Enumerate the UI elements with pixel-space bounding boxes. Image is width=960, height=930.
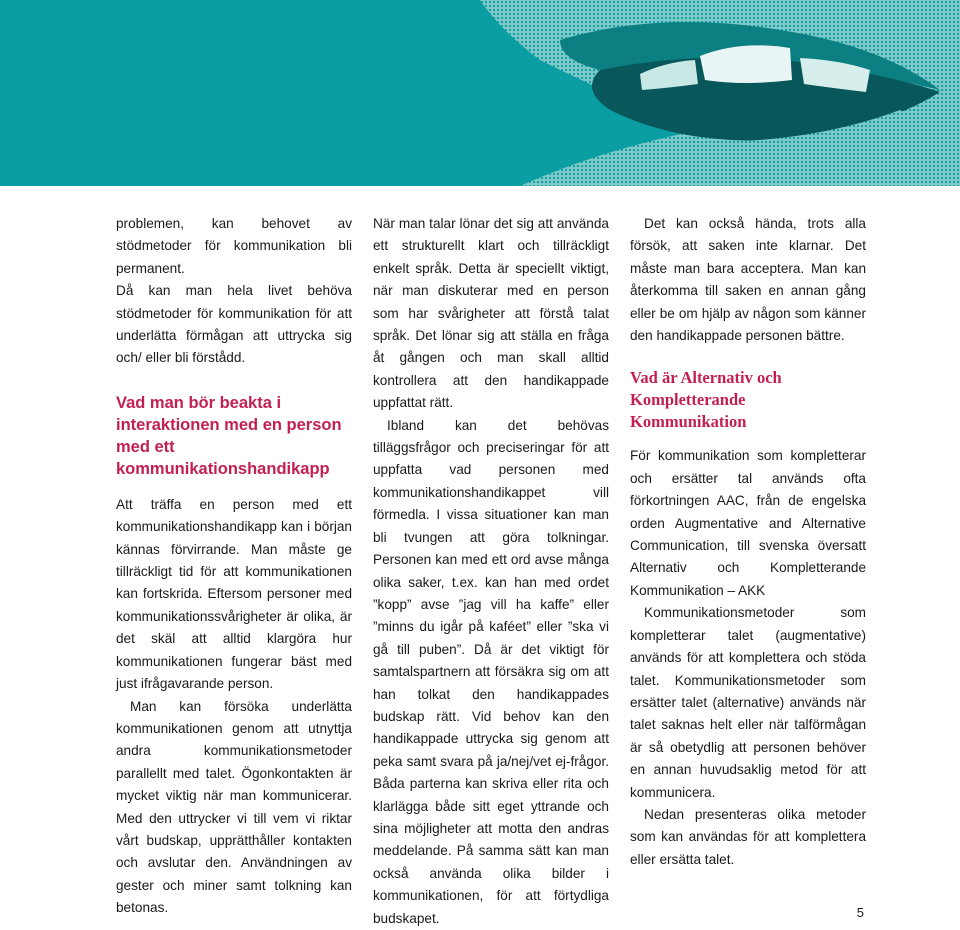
- column-1: [116, 213, 352, 920]
- paragraph: För kommunikation som kompletterar och ersätter tal används ofta förkortningen AAC, från de engelska orden Augmentative and Alternative Communication, till svenska översatt Alternativ och Kompletterande Kommunikation – AKK: [630, 448, 866, 598]
- paragraph: Då kan man hela livet behöva stödmetoder för kommunikation för att underlätta förmågan att uttrycka sig och/ eller bli förstådd.: [116, 283, 352, 366]
- page-number: 5: [856, 905, 864, 920]
- paragraph: Kommunikationsmetoder som kompletterar talet (augmentative) används för att komplettera och stöda talet. Kommunikationsmetoder som ersätter talet (alternative) används när talet saknas helt eller när talförmågan är så obetydlig att personen behöver en annan huvudsaklig metod för att kommunicera.: [630, 605, 866, 800]
- paragraph: Det kan också hända, trots alla försök, att saken inte klarnar. Det måste man bara acceptera. Man kan återkomma till saken en annan gång eller be om hjälp av någon som känner den handikappade personen bättre.: [630, 216, 866, 344]
- paragraph: problemen, kan behovet av stödmetoder för kommunikation bli permanent.: [116, 216, 352, 276]
- paragraph: Nedan presenteras olika metoder som kan användas för att komplettera eller ersätta talet.: [630, 806, 866, 867]
- photo-banner: [0, 0, 960, 186]
- section-heading: Vad är Alternativ och Kompletterande Kommunikation: [630, 368, 782, 432]
- section-heading: Vad man bör beakta i interaktionen med en person med ett kommunikationshandikapp: [116, 393, 342, 478]
- paragraph: Att träffa en person med ett kommunikationshandikapp kan i början kännas förvirrande. Man måste ge tillräckligt tid för att kommunikationen kan fortskrida. Eftersom personer med kommunikationssvårigheter är olika, är det skäl att alltid klargöra hur kommunikationen fungerar bäst med just ifrågavarande person.: [116, 496, 352, 692]
- column-3: [630, 213, 866, 871]
- paragraph: När man talar lönar det sig att använda ett strukturellt klart och tillräckligt enkelt språk. Detta är speciellt viktigt, när man diskuterar med en person som har svårigheter att förstå talat språk. Det lönar sig att ställa en fråga åt gången och man skall alltid kontrollera att den handikappade uppfattat rätt.: [373, 216, 609, 411]
- column-2: [373, 213, 609, 930]
- paragraph: Man kan försöka underlätta kommunikationen genom att utnyttja andra kommunikationsmetoder parallellt med talet. Ögonkontakten är mycket viktig när man kommunicerar. Med den uttrycker vi till vem vi riktar vårt budskap, upprätthåller kontakten och avslutar den. Användningen av gester och miner samt tolkning kan betonas.: [116, 698, 352, 916]
- paragraph: Ibland kan det behövas tilläggsfrågor och preciseringar för att uppfatta vad personen med kommunikationshandikappet vill förmedla. I vissa situationer kan man bli tvungen att göra tolkningar. Personen kan med ett ord avse många olika saker, t.ex. kan han med ordet ”kopp” avse ”jag vill ha kaffe” eller ”minns du igår på kaféet” eller ”ska vi gå till puben”. Då är det viktigt för samtalspartnern att försäkra sig om att han tolkat den handikappades budskap rätt. Vid behov kan den handikappade uttrycka sig genom att peka samt svara på ja/nej/vet ej-frågor. Båda parterna kan skriva eller rita och klarlägga både sitt eget yttrande och sina möjligheter att motta den andras meddelande. På samma sätt kan man också använda olika bilder i kommunikationen, för att förtydliga budskapet.: [373, 417, 609, 926]
- lips-photo-icon: [0, 0, 960, 186]
